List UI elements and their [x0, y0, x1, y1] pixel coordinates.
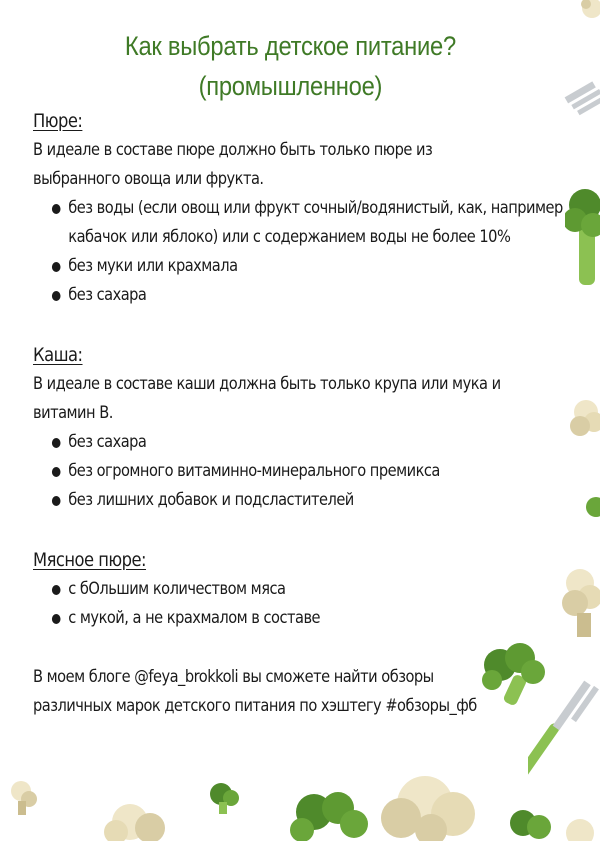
cauliflower-icon — [375, 770, 485, 841]
list-item: с бОльшим количеством мяса — [52, 575, 549, 604]
title-line-1: Как выбрать детское питание? — [124, 31, 456, 61]
list-item: без лишних добавок и подсластителей — [52, 486, 549, 515]
list-item: с мукой, а не крахмалом в составе — [52, 604, 549, 633]
broccoli-icon — [584, 495, 600, 519]
cauliflower-icon — [568, 398, 600, 448]
title-line-2: (промышленное) — [198, 71, 383, 101]
list-item: без воды (если овощ или фрукт сочный/водянистый, как, например кабачок или яблоко) или с содержанием воды не более 10% — [52, 194, 568, 252]
list-item: без сахара — [52, 281, 568, 310]
cauliflower-icon — [560, 815, 600, 841]
section-meat — [33, 545, 549, 633]
blog-note: В моем блоге @feya_brokkoli вы сможете найти обзоры различных марок детского питания по хэштегу #обзоры_фб — [33, 667, 477, 716]
broccoli-icon — [205, 780, 240, 815]
cauliflower-icon — [578, 0, 600, 22]
content — [33, 106, 563, 721]
section-heading: Пюре: — [33, 110, 83, 132]
bullet-list — [33, 575, 549, 633]
section-heading: Каша: — [33, 344, 83, 366]
section-heading: Мясное пюре: — [33, 549, 147, 571]
bullet-list — [33, 428, 549, 515]
section-porridge — [33, 340, 549, 515]
cauliflower-icon — [100, 800, 170, 841]
section-intro: В идеале в составе каши должна быть только крупа или мука и витамин В. — [33, 374, 501, 423]
section-puree — [33, 106, 563, 310]
list-item: без сахара — [52, 428, 549, 457]
list-item: без огромного витаминно-минерального премикса — [52, 457, 549, 486]
cauliflower-icon — [555, 565, 600, 640]
list-item: без муки или крахмала — [52, 252, 568, 281]
broccoli-icon — [565, 185, 600, 295]
broccoli-icon — [290, 790, 370, 841]
cauliflower-icon — [5, 777, 40, 817]
section-intro: В идеале в составе пюре должно быть только пюре из выбранного овоща или фрукта. — [33, 140, 433, 189]
page-title — [0, 26, 581, 106]
bullet-list — [33, 194, 568, 310]
broccoli-icon — [505, 805, 555, 841]
